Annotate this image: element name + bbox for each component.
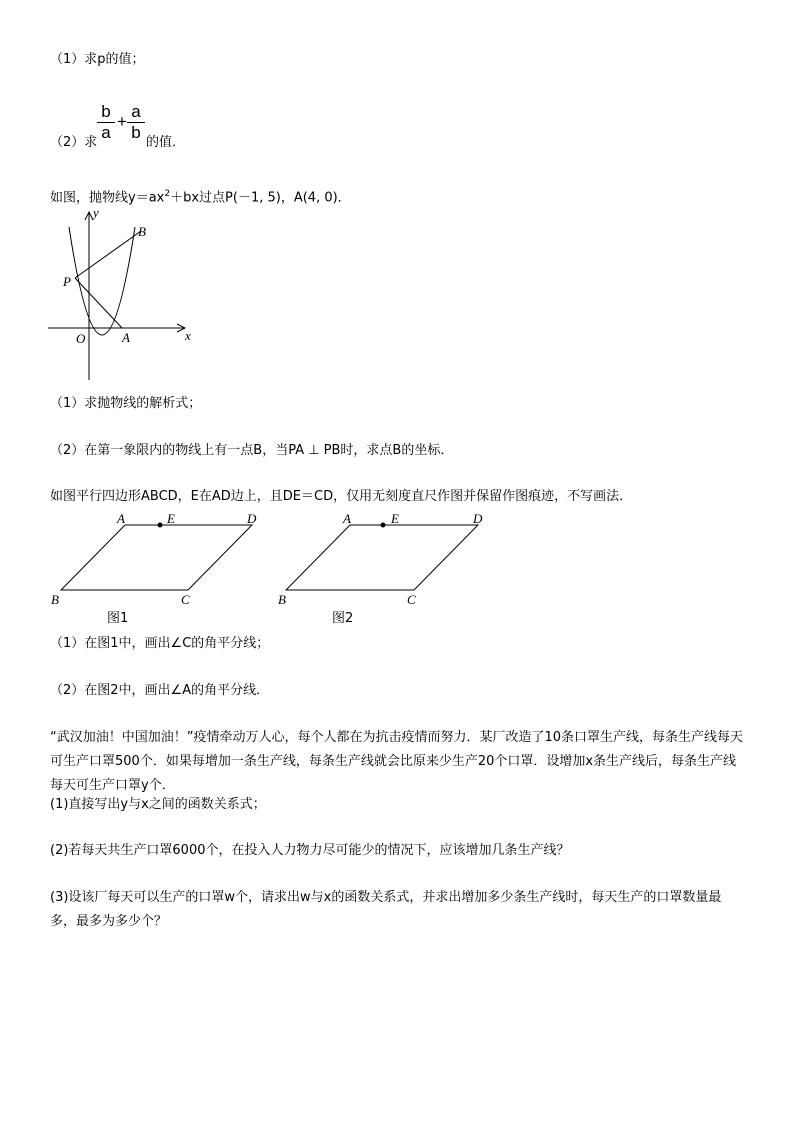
masks-part-1: (1)直接写出y与x之间的函数关系式； bbox=[50, 797, 266, 812]
parabola-part-1: （1）求抛物线的解析式； bbox=[50, 396, 202, 411]
label-E: E bbox=[391, 511, 399, 526]
fraction-a-over-b bbox=[127, 103, 145, 142]
exponent: 2 bbox=[164, 189, 171, 199]
fraction-numerator: b bbox=[101, 102, 111, 121]
segment-pa bbox=[75, 278, 122, 328]
question-part-1: （1）求p的值； bbox=[50, 52, 145, 67]
label-A: A bbox=[117, 511, 125, 526]
label-D: D bbox=[247, 511, 257, 526]
label-y: y bbox=[93, 205, 99, 220]
label-C: C bbox=[407, 592, 416, 607]
label-D: D bbox=[473, 511, 483, 526]
parallelogram-stem: 如图平行四边形ABCD，E在AD边上，且DE＝CD，仅用无刻度直尺作图并保留作图痕迹，不写画法． bbox=[50, 489, 633, 504]
parabola-curve bbox=[69, 227, 135, 335]
figure-2-caption: 图2 bbox=[332, 611, 354, 626]
plus-sign: + bbox=[117, 112, 127, 131]
label-B: B bbox=[278, 592, 286, 607]
parallelogram-figure-1 bbox=[45, 508, 275, 633]
stem-text: 如图，抛物线y＝ax bbox=[50, 190, 165, 206]
parabola-figure bbox=[40, 200, 200, 385]
stem-text-rest: ＋bx过点P(－1, 5)，A(4, 0)． bbox=[170, 190, 351, 206]
question-part-2-suffix: 的值． bbox=[146, 135, 186, 150]
parallelogram-part-2: （2）在图2中，画出∠A的角平分线． bbox=[50, 683, 270, 698]
masks-part-2: (2)若每天共生产口罩6000个，在投入人力物力尽可能少的情况下，应该增加几条生产线？ bbox=[50, 843, 570, 858]
parallelogram-abcd bbox=[286, 525, 478, 590]
label-P: P bbox=[63, 274, 71, 289]
label-A: A bbox=[122, 330, 130, 345]
parallelogram-abcd bbox=[61, 525, 252, 590]
label-O: O bbox=[76, 331, 86, 346]
fraction-denominator: b bbox=[131, 123, 141, 142]
point-e bbox=[158, 523, 163, 528]
segment-pb bbox=[75, 231, 141, 278]
label-C: C bbox=[181, 592, 190, 607]
label-B: B bbox=[138, 224, 146, 239]
fraction-b-over-a bbox=[97, 103, 115, 142]
label-B: B bbox=[51, 592, 59, 607]
masks-stem: “武汉加油！中国加油！”疫情牵动万人心，每个人都在为抗击疫情而努力．某厂改造了10条口罩生产线，每条生产线每天可生产口罩500个．如果每增加一条生产线，每条生产线就会比原来少生产20个口罩．设增加x条生产线后，每条生产线每天可生产口罩y个． bbox=[50, 730, 744, 793]
question-part-2-prefix: （2）求 bbox=[50, 135, 98, 150]
fraction-numerator: a bbox=[131, 102, 141, 121]
figure-1-caption: 图1 bbox=[107, 611, 129, 626]
masks-part-3: (3)设该厂每天可以生产的口罩w个，请求出w与x的函数关系式，并求出增加多少条生产线时，每天生产的口罩数量最多，最多为多少个？ bbox=[50, 890, 722, 929]
parallelogram-figure-2 bbox=[270, 508, 500, 633]
parabola-part-2: （2）在第一象限内的物线上有一点B，当PA ⊥ PB时，求点B的坐标． bbox=[50, 443, 454, 458]
parallelogram-part-1: （1）在图1中，画出∠C的角平分线； bbox=[50, 636, 270, 651]
label-E: E bbox=[167, 511, 175, 526]
label-x: x bbox=[185, 328, 191, 343]
point-e bbox=[381, 523, 386, 528]
label-A: A bbox=[343, 511, 351, 526]
fraction-denominator: a bbox=[101, 123, 111, 142]
